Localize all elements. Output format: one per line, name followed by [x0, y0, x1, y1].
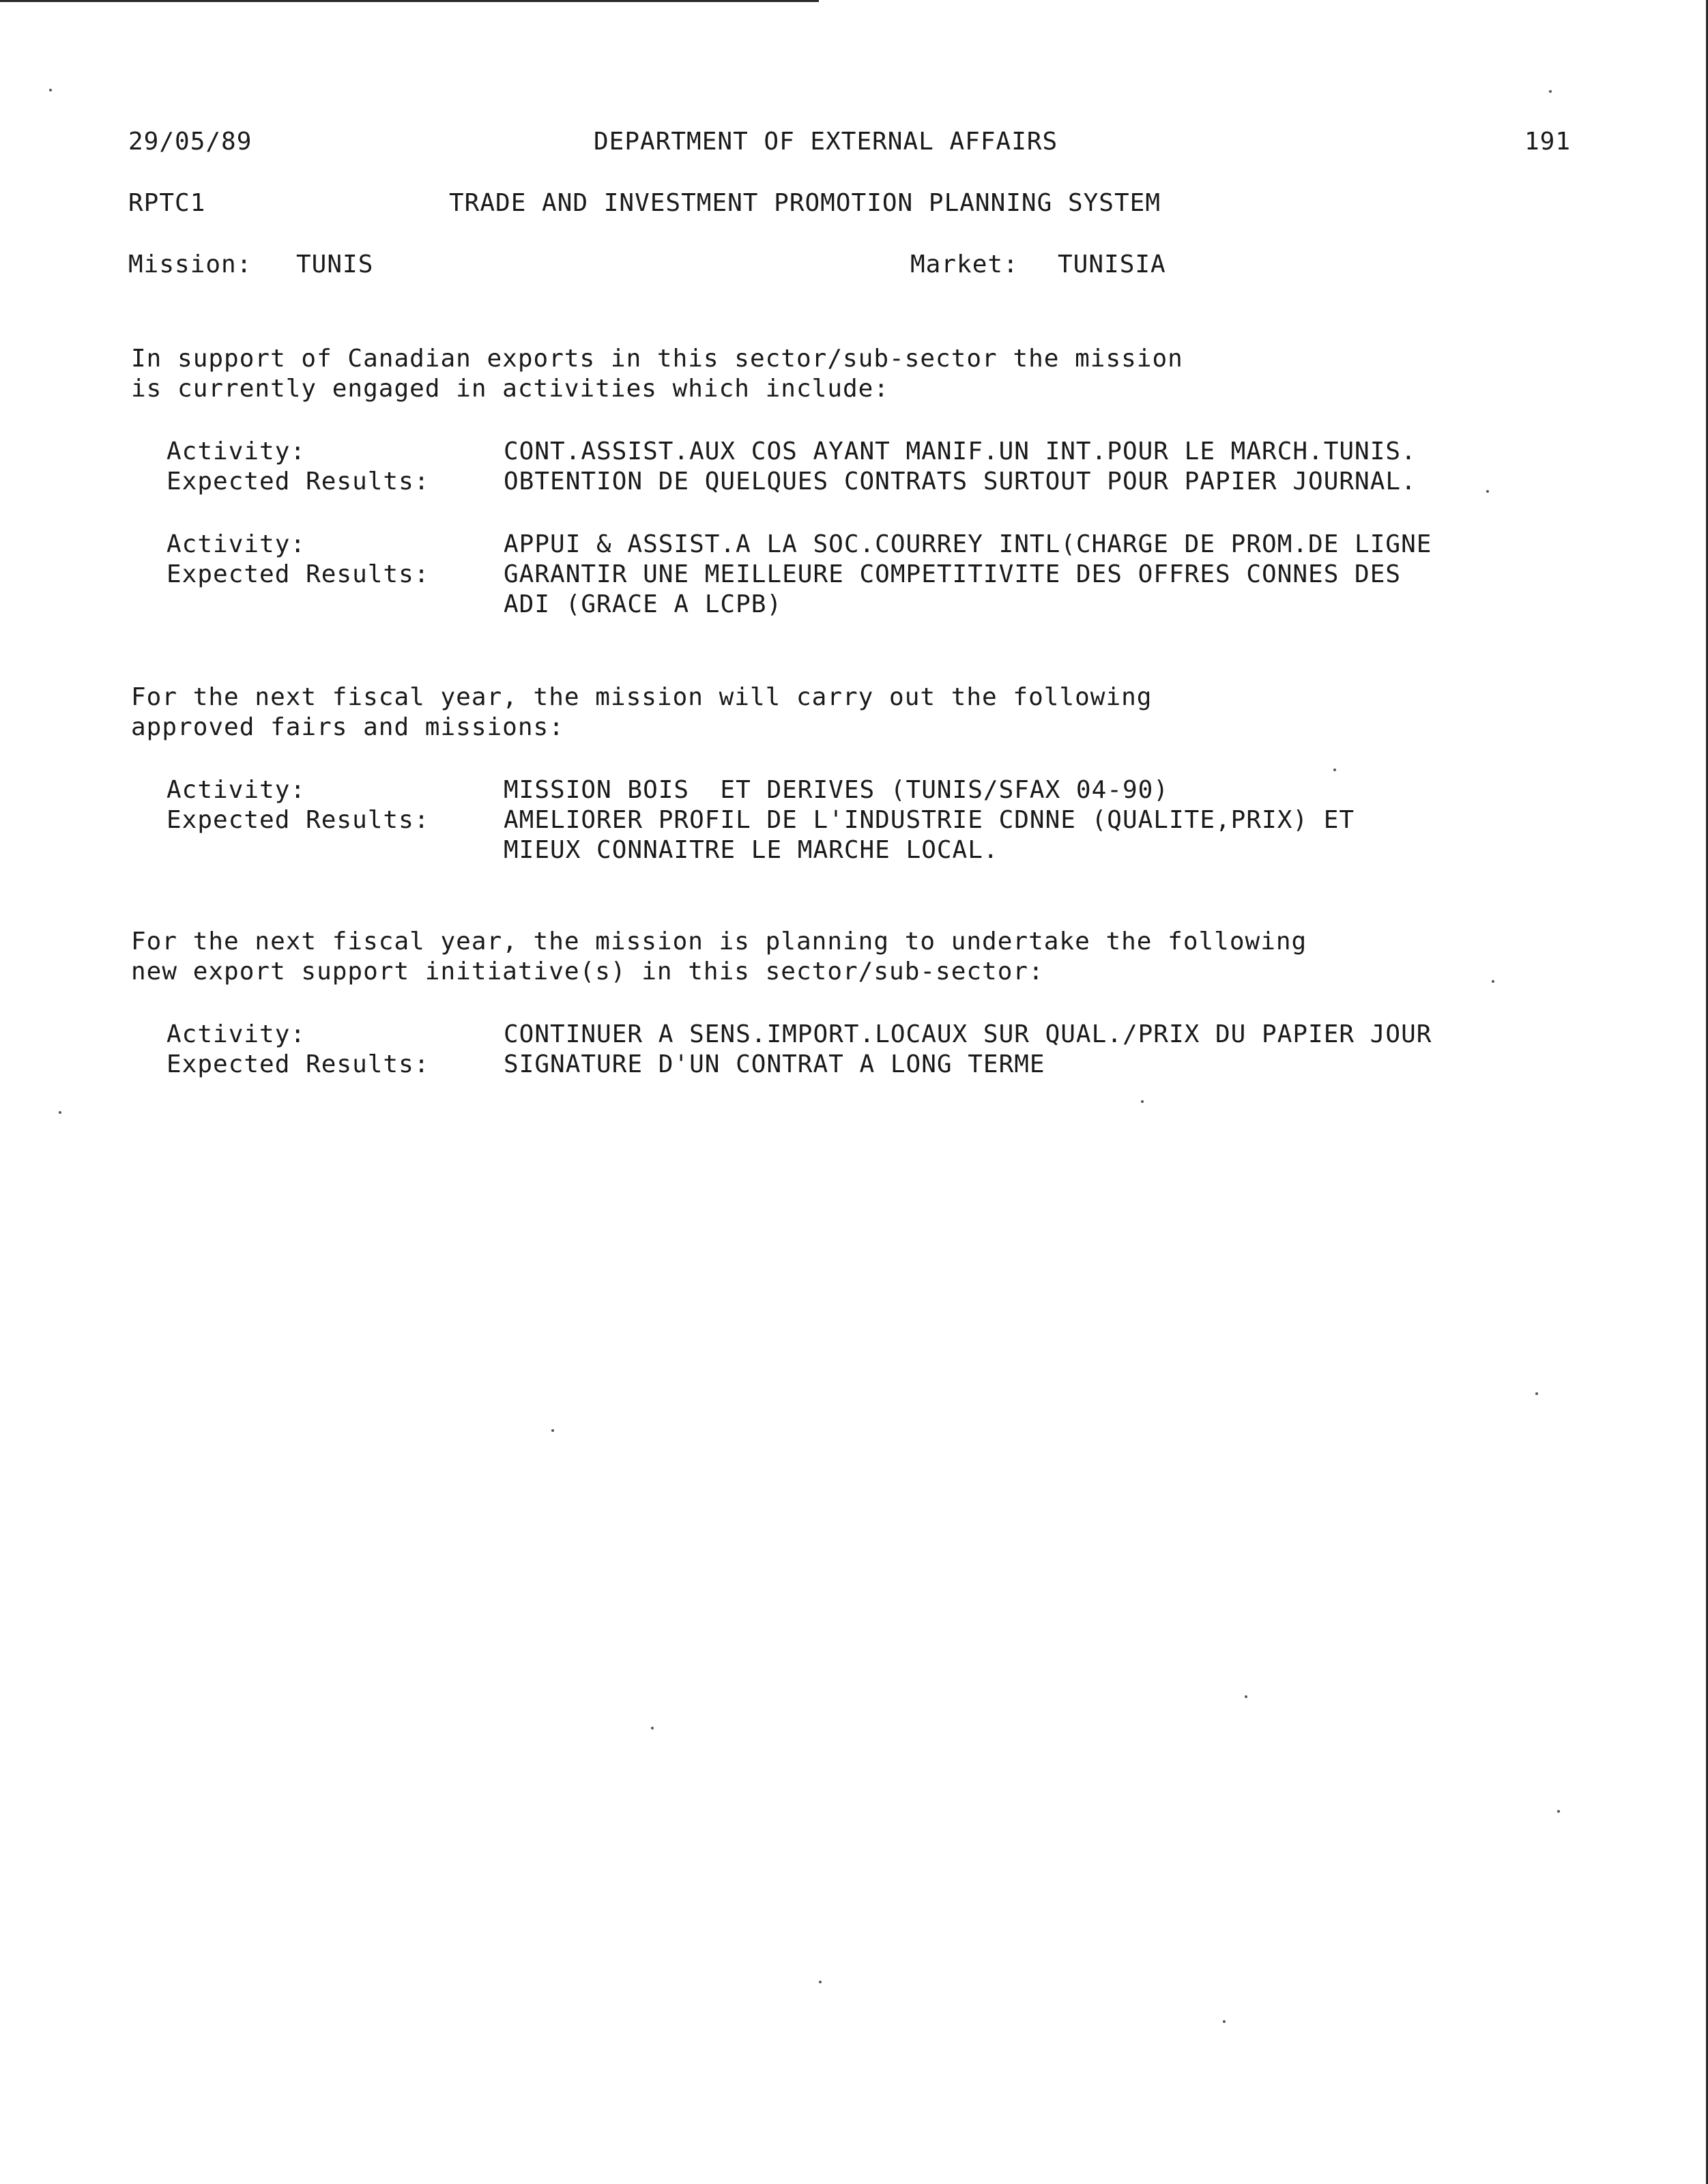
scan-speck — [59, 1111, 61, 1114]
market-label: Market: — [910, 250, 1019, 278]
scan-speck — [1141, 1100, 1144, 1103]
department-title: DEPARTMENT OF EXTERNAL AFFAIRS — [594, 128, 1058, 156]
scan-speck — [1333, 768, 1336, 771]
scan-speck — [1549, 90, 1552, 93]
scan-speck — [1245, 1695, 1247, 1698]
expected-results-text: AMELIORER PROFIL DE L'INDUSTRIE CDNNE (QUALITE,PRIX) ET — [504, 806, 1355, 834]
activity-text: CONTINUER A SENS.IMPORT.LOCAUX SUR QUAL./PRIX DU PAPIER JOUR — [504, 1020, 1432, 1048]
activity-label: Activity: — [167, 530, 306, 558]
expected-results-text-continued: MIEUX CONNAITRE LE MARCHE LOCAL. — [504, 836, 999, 864]
scan-speck — [651, 1727, 654, 1729]
scan-speck — [49, 89, 52, 91]
scan-speck — [1486, 490, 1489, 493]
expected-results-text: SIGNATURE D'UN CONTRAT A LONG TERME — [504, 1050, 1045, 1078]
report-code: RPTC1 — [128, 189, 206, 217]
system-title: TRADE AND INVESTMENT PROMOTION PLANNING SYSTEM — [449, 189, 1161, 217]
page-number: 191 — [1524, 128, 1572, 156]
section1-intro-line1: In support of Canadian exports in this sector/sub-sector the mission — [131, 345, 1183, 373]
section1-intro-line2: is currently engaged in activities which include: — [131, 375, 890, 403]
expected-results-label: Expected Results: — [167, 806, 430, 834]
activity-text: APPUI & ASSIST.A LA SOC.COURREY INTL(CHARGE DE PROM.DE LIGNE — [504, 530, 1432, 558]
expected-results-text: GARANTIR UNE MEILLEURE COMPETITIVITE DES OFFRES CONNES DES — [504, 560, 1402, 588]
scan-speck — [1557, 1810, 1560, 1813]
section3-intro-line2: new export support initiative(s) in this sector/sub-sector: — [131, 958, 1044, 986]
scan-speck — [1223, 2020, 1226, 2023]
expected-results-label: Expected Results: — [167, 560, 430, 588]
mission-label: Mission: — [128, 250, 252, 278]
activity-text: MISSION BOIS ET DERIVES (TUNIS/SFAX 04-90) — [504, 776, 1169, 804]
scan-speck — [1535, 1392, 1538, 1395]
activity-text: CONT.ASSIST.AUX COS AYANT MANIF.UN INT.POUR LE MARCH.TUNIS. — [504, 437, 1417, 465]
activity-label: Activity: — [167, 1020, 306, 1048]
report-date: 29/05/89 — [128, 128, 252, 156]
expected-results-text-continued: ADI (GRACE A LCPB) — [504, 590, 783, 618]
expected-results-label: Expected Results: — [167, 468, 430, 495]
section2-intro-line2: approved fairs and missions: — [131, 713, 564, 741]
scan-speck — [1492, 980, 1494, 983]
activity-label: Activity: — [167, 776, 306, 804]
scan-speck — [819, 1981, 822, 1983]
mission-value: TUNIS — [296, 250, 374, 278]
section3-intro-line1: For the next fiscal year, the mission is planning to undertake the following — [131, 928, 1307, 956]
scan-speck — [551, 1429, 554, 1432]
market-value: TUNISIA — [1058, 250, 1166, 278]
page-top-edge — [0, 0, 819, 2]
expected-results-text: OBTENTION DE QUELQUES CONTRATS SURTOUT POUR PAPIER JOURNAL. — [504, 468, 1417, 495]
section2-intro-line1: For the next fiscal year, the mission will carry out the following — [131, 683, 1153, 711]
activity-label: Activity: — [167, 437, 306, 465]
expected-results-label: Expected Results: — [167, 1050, 430, 1078]
